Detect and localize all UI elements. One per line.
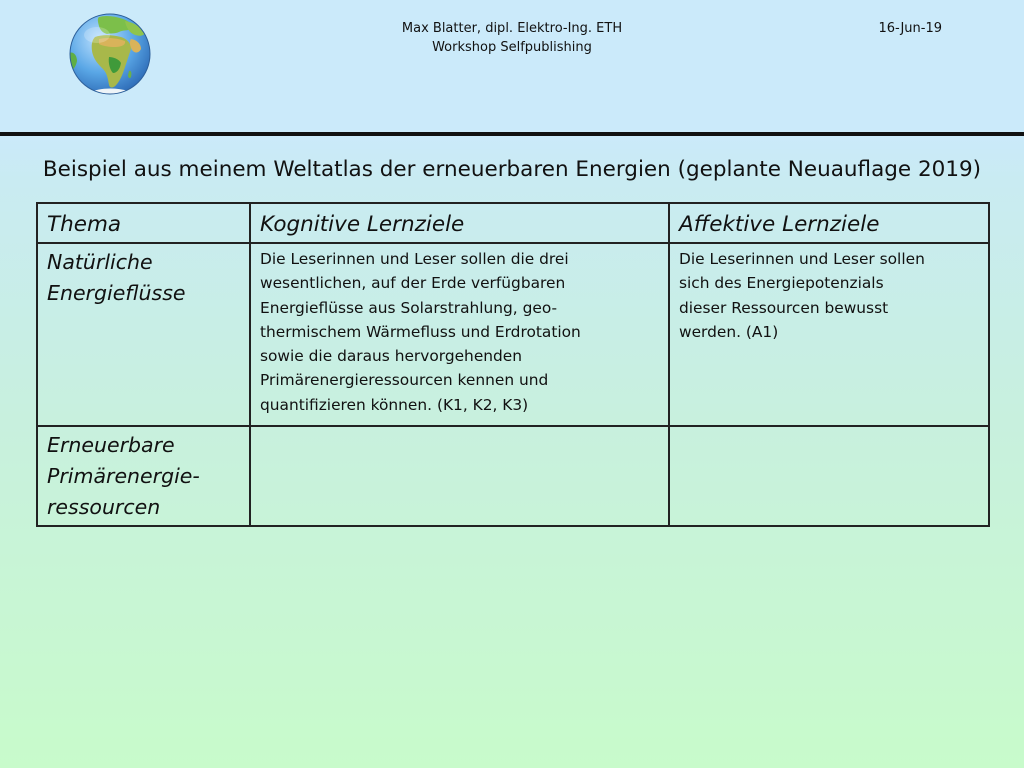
author-name: Max Blatter, dipl. Elektro-Ing. ETH [401, 21, 623, 36]
table-row [37, 243, 989, 426]
kognitiv-cell [250, 243, 669, 426]
text-line: Die Leserinnen und Leser sollen [679, 250, 925, 268]
slide-header [0, 0, 1024, 133]
thema-cell [37, 426, 250, 526]
text-line: Primärenergieressourcen kennen und [260, 371, 549, 390]
text-line: wesentlichen, auf der Erde verfügbaren [260, 274, 566, 293]
text-line: sowie die daraus hervorgehenden [260, 347, 523, 366]
header-label-affektiv: Affektive Lernziele [679, 212, 880, 237]
text-line: Energieflüsse aus Solarstrahlung, geo- [260, 298, 558, 317]
table-row [37, 426, 989, 526]
author-block [300, 19, 724, 57]
thema-line: Primärenergie- [47, 464, 200, 488]
slide-date: 16-Jun-19 [878, 21, 942, 36]
text-line: quantifizieren können. (K1, K2, K3) [260, 395, 529, 414]
header-label-kognitiv: Kognitive Lernziele [260, 212, 465, 237]
text-line: dieser Ressourcen bewusst [679, 298, 889, 317]
thema-line: Erneuerbare [47, 433, 175, 457]
header-cell-kognitiv [250, 203, 669, 243]
event-name: Workshop Selfpublishing [432, 40, 592, 55]
affektiv-text [670, 244, 988, 344]
header-label-thema: Thema [47, 212, 122, 237]
text-line: Die Leserinnen und Leser sollen die drei [260, 250, 569, 268]
globe-icon [69, 13, 151, 95]
kognitiv-cell-empty [250, 426, 669, 526]
thema-line: Natürliche [47, 250, 153, 274]
affektiv-cell [669, 243, 989, 426]
thema-line: Energieflüsse [47, 281, 186, 305]
header-cell-affektiv [669, 203, 989, 243]
table-header-row [37, 203, 989, 243]
text-line: thermischem Wärmefluss und Erdrotation [260, 322, 581, 341]
thema-line: ressourcen [47, 495, 161, 519]
kognitiv-text [251, 244, 668, 417]
learning-goals-table [36, 202, 990, 527]
affektiv-cell-empty [669, 426, 989, 526]
header-divider [0, 132, 1024, 136]
text-line: werden. (A1) [679, 322, 779, 341]
header-cell-thema [37, 203, 250, 243]
slide-title: Beispiel aus meinem Weltatlas der erneuerbaren Energien (geplante Neuauflage 2019) [42, 157, 982, 182]
thema-cell [37, 243, 250, 426]
text-line: sich des Energiepotenzials [679, 274, 884, 293]
